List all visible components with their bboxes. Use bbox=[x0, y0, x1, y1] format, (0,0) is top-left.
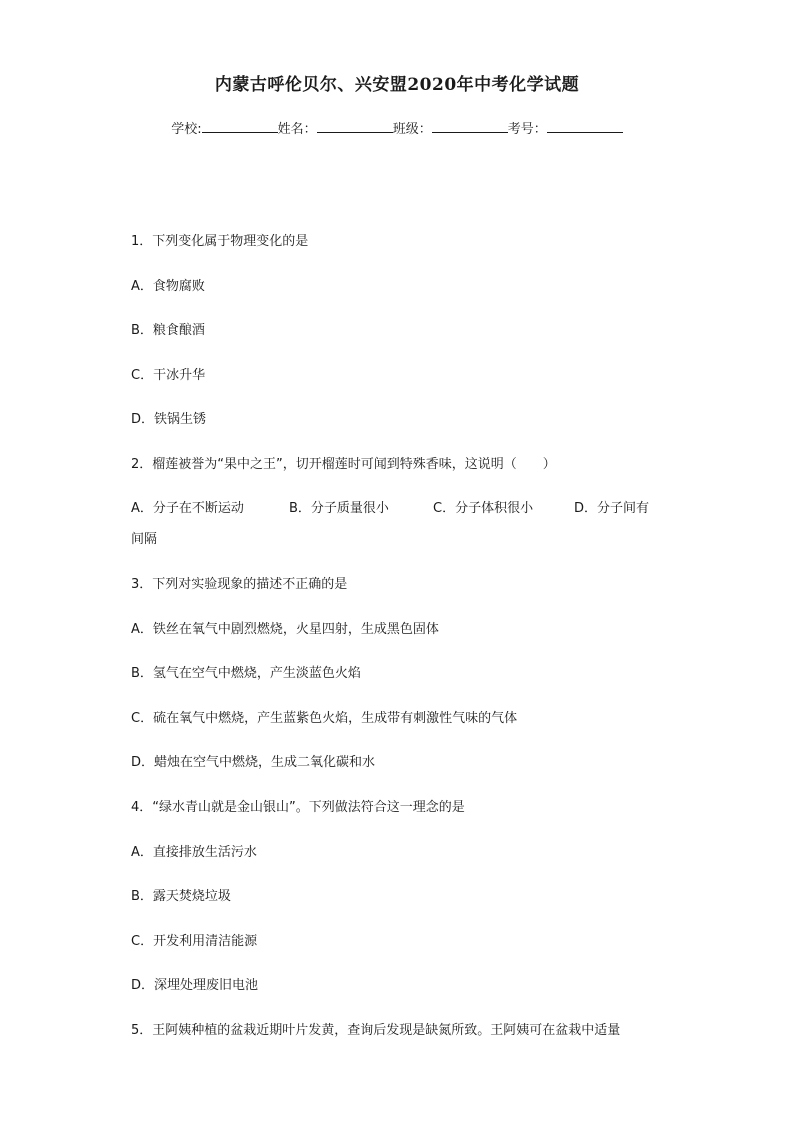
question-4-option-d: D．深埋处理废旧电池 bbox=[131, 978, 259, 993]
question-4-option-b: B．露天焚烧垃圾 bbox=[131, 889, 231, 904]
school-label: 学校: bbox=[171, 122, 202, 137]
question-3-option-a: A．铁丝在氧气中剧烈燃烧，火星四射，生成黑色固体 bbox=[131, 622, 439, 637]
question-3-option-c: C．硫在氧气中燃烧，产生蓝紫色火焰，生成带有刺激性气味的气体 bbox=[131, 711, 518, 726]
exam-no-label: 考号： bbox=[507, 122, 547, 137]
question-4-option-c: C．开发利用清洁能源 bbox=[131, 934, 258, 949]
question-3-option-b: B．氢气在空气中燃烧，产生淡蓝色火焰 bbox=[131, 666, 361, 681]
question-2-option-d: D．分子间有 bbox=[574, 501, 650, 516]
question-2-option-a: A．分子在不断运动 bbox=[131, 501, 244, 516]
page-title: 内蒙古呼伦贝尔、兴安盟2020年中考化学试题 bbox=[214, 75, 580, 95]
question-1-option-b: B．粮食酿酒 bbox=[131, 323, 205, 338]
exam-no-blank[interactable] bbox=[547, 120, 623, 133]
question-1-stem: 1．下列变化属于物理变化的是 bbox=[131, 234, 309, 249]
name-blank[interactable] bbox=[317, 120, 393, 133]
question-4-stem: 4．“绿水青山就是金山银山”。下列做法符合这一理念的是 bbox=[131, 800, 465, 815]
question-2-option-d-wrap: 间隔 bbox=[131, 532, 158, 547]
question-1-option-a: A．食物腐败 bbox=[131, 279, 205, 294]
question-3-option-d: D．蜡烛在空气中燃烧，生成二氧化碳和水 bbox=[131, 755, 376, 770]
question-1-option-d: D．铁锅生锈 bbox=[131, 412, 207, 427]
class-blank[interactable] bbox=[432, 120, 508, 133]
question-2-option-c: C．分子体积很小 bbox=[433, 501, 534, 516]
question-2-option-b: B．分子质量很小 bbox=[289, 501, 389, 516]
question-3-stem: 3．下列对实验现象的描述不正确的是 bbox=[131, 577, 348, 592]
class-label: 班级： bbox=[392, 122, 432, 137]
school-blank[interactable] bbox=[202, 120, 278, 133]
question-2-stem: 2．榴莲被誉为“果中之王”，切开榴莲时可闻到特殊香味，这说明（ ） bbox=[131, 457, 556, 472]
name-label: 姓名： bbox=[277, 122, 317, 137]
student-info-line bbox=[0, 118, 794, 137]
question-4-option-a: A．直接排放生活污水 bbox=[131, 845, 257, 860]
question-1-option-c: C．干冰升华 bbox=[131, 368, 206, 383]
question-5-stem: 5．王阿姨种植的盆栽近期叶片发黄，查询后发现是缺氮所致。王阿姨可在盆栽中适量 bbox=[131, 1023, 621, 1038]
